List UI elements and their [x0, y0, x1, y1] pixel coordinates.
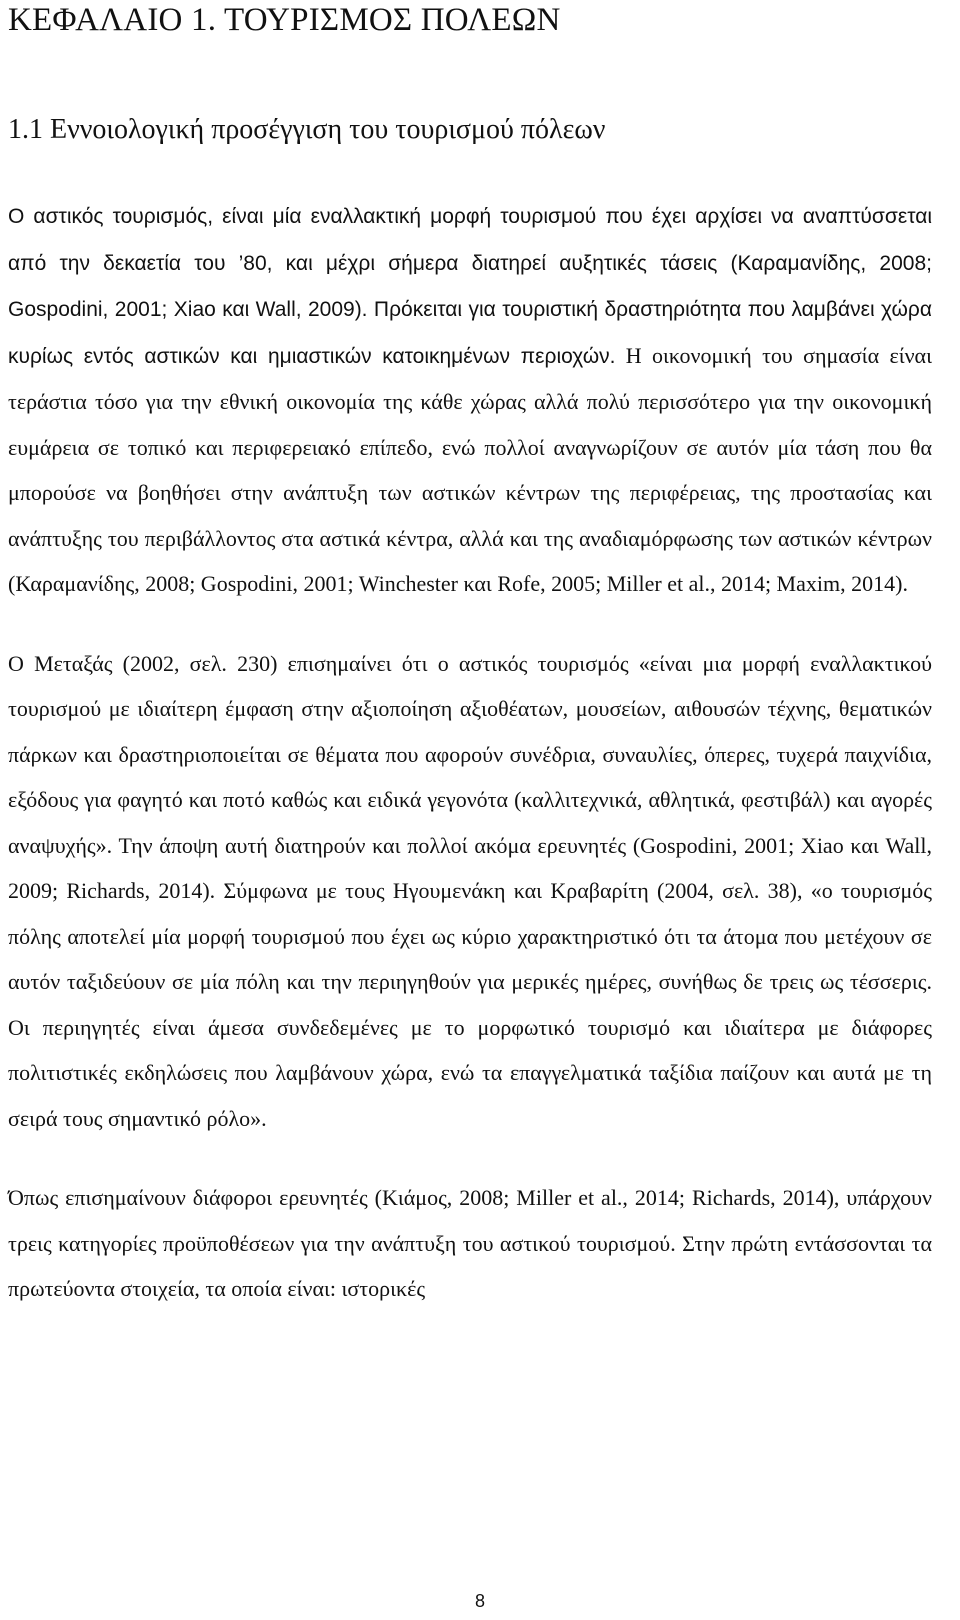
document-page [8, 0, 932, 1312]
paragraph-3: Όπως επισημαίνουν διάφοροι ερευνητές (Κιάμος, 2008; Miller et al., 2014; Richards, 2014), υπάρχουν τρεις κατηγορίες προϋποθέσεων για την ανάπτυξη του αστικού τουρισμού. Στην πρώτη εντάσσονται τα πρωτεύοντα στοιχεία, τα οποία είναι: ιστορικές [8, 1185, 932, 1301]
paragraph-1 [8, 193, 932, 607]
paragraph-2: Ο Μεταξάς (2002, σελ. 230) επισημαίνει ότι ο αστικός τουρισμός «είναι μια μορφή εναλλακτικού τουρισμού με ιδιαίτερη έμφαση στην αξιοποίηση αξιοθέατων, μουσείων, αιθουσών τέχνης, θεματικών πάρκων και δραστηριοποιείται σε θέματα που αφορούν συνέδρια, συναυλίες, όπερες, τυχερά παιχνίδια, εξόδους για φαγητό και ποτό καθώς και ειδικά γεγονότα (καλλιτεχνικά, αθλητικά, φεστιβάλ) και αγορές αναψυχής». Την άποψη αυτή διατηρούν και πολλοί ακόμα ερευνητές (Gospodini, 2001; Xiao και Wall, 2009; Richards, 2014). Σύμφωνα με τους Ηγουμενάκη και Κραβαρίτη (2004, σελ. 38), «ο τουρισμός πόλης αποτελεί μία μορφή τουρισμού που έχει ως κύριο χαρακτηριστικό ότι τα άτομα που μετέχουν σε αυτόν ταξιδεύουν σε μία πόλη και την περιηγηθούν για μερικές ημέρες, συνήθως δε τρεις ως τέσσερις. Οι περιηγητές είναι άμεσα συνδεδεμένες με το μορφωτικό τουρισμό και ιδιαίτερα με διάφορες πολιτιστικές εκδηλώσεις που λαμβάνουν χώρα, ενώ τα επαγγελματικά ταξίδια παίζουν και αυτά με τη σειρά τους σημαντικό ρόλο». [8, 650, 932, 1131]
paragraph-1-sans-part: Ο αστικός τουρισμός, είναι μία εναλλακτική μορφή τουρισμού που έχει αρχίσει να αναπτύσσεται από την δεκαετία του ’80, και μέχρι σήμερα διατηρεί αυξητικές τάσεις (Καραμανίδης, 2008; Gospodini, 2001; Xiao και Wall, 2009). Πρόκειται για τουριστική δραστηριότητα που λαμβάνει χώρα κυρίως εντός αστικών και ημιαστικών κατοικημένων περιοχών. [8, 205, 932, 368]
paragraph-1-serif-part: Η οικονομική του σημασία είναι τεράστια τόσο για την εθνική οικονομία της κάθε χώρας αλλά πολύ περισσότερο για την οικονομική ευμάρεια σε τοπικό και περιφερειακό επίπεδο, ενώ πολλοί αναγνωρίζουν σε αυτόν μία τάση που θα μπορούσε να βοηθήσει στην ανάπτυξη των αστικών κέντρων της περιφέρειας, της προστασίας και ανάπτυξης του περιβάλλοντος στα αστικά κέντρα, αλλά και της αναδιαμόρφωσης των αστικών κέντρων (Καραμανίδης, 2008; Gospodini, 2001; Winchester και Rofe, 2005; Miller et al., 2014; Maxim, 2014). [8, 342, 932, 596]
chapter-title: ΚΕΦΑΛΑΙΟ 1. ΤΟΥΡΙΣΜΟΣ ΠΟΛΕΩΝ [8, 2, 561, 38]
section-title: 1.1 Εννοιολογική προσέγγιση του τουρισμού πόλεων [8, 114, 606, 145]
page-number: 8 [474, 1591, 485, 1611]
